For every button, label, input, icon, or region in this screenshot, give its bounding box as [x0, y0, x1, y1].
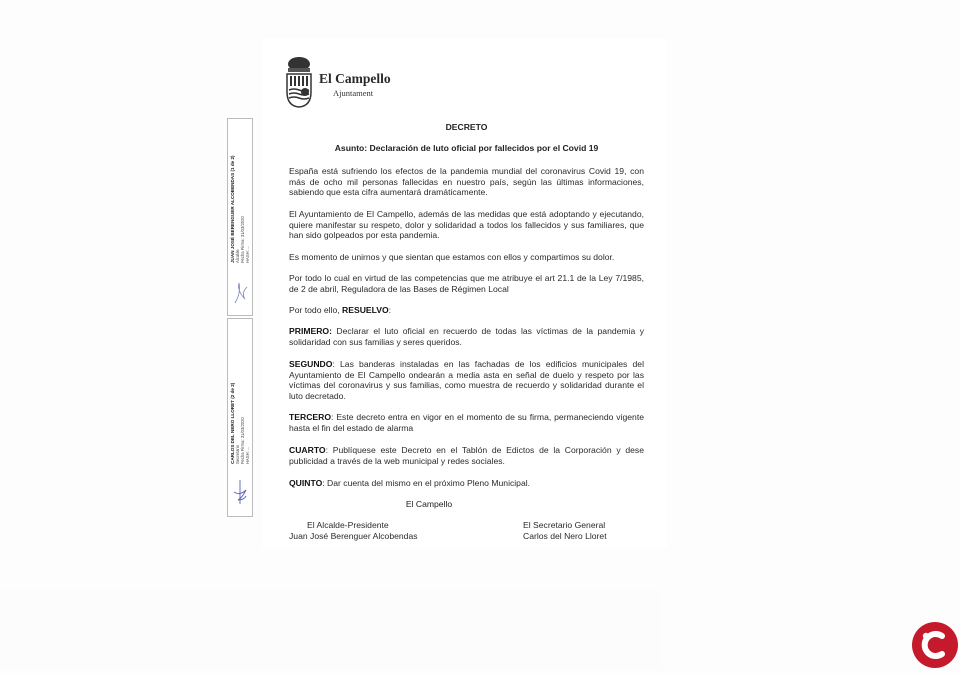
paragraph: España está sufriendo los efectos de la pandemia mundial del coronavirus Covid 19, con más de ocho mil personas fallecidas en nuestro país, según las últimas informaciones, sabiendo que esta cifra aumentará dramáticamente.	[289, 166, 644, 198]
resolution-label: PRIMERO:	[289, 326, 332, 336]
handwritten-signature-icon	[231, 478, 249, 508]
resolution-text: : Dar cuenta del mismo en el próximo Pleno Municipal.	[322, 478, 531, 488]
signature-mayor	[289, 520, 418, 541]
resolution-segundo	[289, 359, 644, 401]
signature-role: El Alcalde-Presidente	[307, 520, 389, 530]
stamp-signer: JUAN JOSÉ BERENGUER ALCOBENDAS (1 de 2)	[230, 155, 235, 263]
stamp-text	[230, 324, 250, 464]
paragraph: El Ayuntamiento de El Campello, además de las medidas que está adoptando y ejecutando, quiere manifestar su respeto, dolor y solidaridad a todos los fallecidos y sus familiares, que han sido golpeados por esta pandemia.	[289, 209, 644, 241]
paragraph: Por todo lo cual en virtud de las competencias que me atribuye el art 21.1 de la Ley 7/1985, de 2 de abril, Reguladora de las Bases de Régimen Local	[289, 273, 644, 294]
resolve-word: RESUELVO	[342, 305, 389, 315]
resolution-text: : Publíquese este Decreto en el Tablón de Edictos de la Corporación y dese publicidad a través de la web municipal y redes sociales.	[289, 445, 644, 466]
resolve-line	[289, 305, 644, 316]
signature-name: Juan José Berenguer Alcobendas	[289, 530, 418, 541]
place-line: El Campello	[405, 499, 453, 509]
stamp-position: Alcalde	[235, 249, 240, 263]
resolution-label: TERCERO	[289, 412, 332, 422]
signature-role: El Secretario General	[523, 520, 606, 530]
resolution-label: CUARTO	[289, 445, 326, 455]
document-subject: Asunto: Declaración de luto oficial por fallecidos por el Covid 19	[334, 143, 599, 153]
background-panel	[0, 590, 660, 669]
signature-stamp-secretary	[227, 318, 253, 517]
document-title: DECRETO	[445, 122, 488, 132]
stamp-text	[230, 123, 250, 263]
resolution-text: : Las banderas instaladas en las fachadas de los edificios municipales del Ayuntamiento de El Campello ondearán a media asta en señal de duelo y respeto por las víctimas del coronavirus y sus familias, como muestra de recuerdo y solidaridad durante el luto decretado.	[289, 359, 644, 401]
paragraph: Es momento de unirnos y que sientan que estamos con ellos y compartimos su dolor.	[289, 252, 615, 262]
stamp-date: Fecha Firma: 31/03/2020	[240, 216, 245, 263]
handwritten-signature-icon	[231, 277, 249, 307]
resolve-colon: :	[388, 305, 392, 315]
resolution-cuarto	[289, 445, 644, 466]
stamp-position: Secretario	[235, 444, 240, 464]
ic-brand-logo-icon	[912, 622, 958, 668]
resolution-text: : Este decreto entra en vigor en el momento de su firma, permaneciendo vigente hasta el fin del estado de alarma	[289, 412, 644, 433]
resolution-primero	[289, 326, 644, 347]
brand-name: El Campello	[319, 71, 391, 86]
stamp-date: Fecha Firma: 31/03/2020	[240, 417, 245, 464]
resolution-tercero	[289, 412, 644, 433]
coat-of-arms-icon	[284, 56, 314, 108]
signature-secretary	[523, 520, 607, 541]
stamp-signer: CARLOS DEL NERO LLORET (2 de 2)	[230, 382, 235, 464]
brand-subtitle: Ajuntament	[333, 88, 374, 98]
stamp-hash: HASH: ...	[245, 446, 250, 464]
stamp-hash: HASH: ...	[245, 245, 250, 263]
signature-stamp-mayor	[227, 118, 253, 316]
resolution-label: SEGUNDO	[289, 359, 333, 369]
resolution-label: QUINTO	[289, 478, 323, 488]
resolve-intro: Por todo ello,	[289, 305, 343, 315]
signature-name: Carlos del Nero Lloret	[523, 530, 607, 541]
resolution-text: Declarar el luto oficial en recuerdo de todas las víctimas de la pandemia y solidaridad con sus familias y seres queridos.	[289, 326, 644, 347]
resolution-quinto	[289, 478, 644, 489]
